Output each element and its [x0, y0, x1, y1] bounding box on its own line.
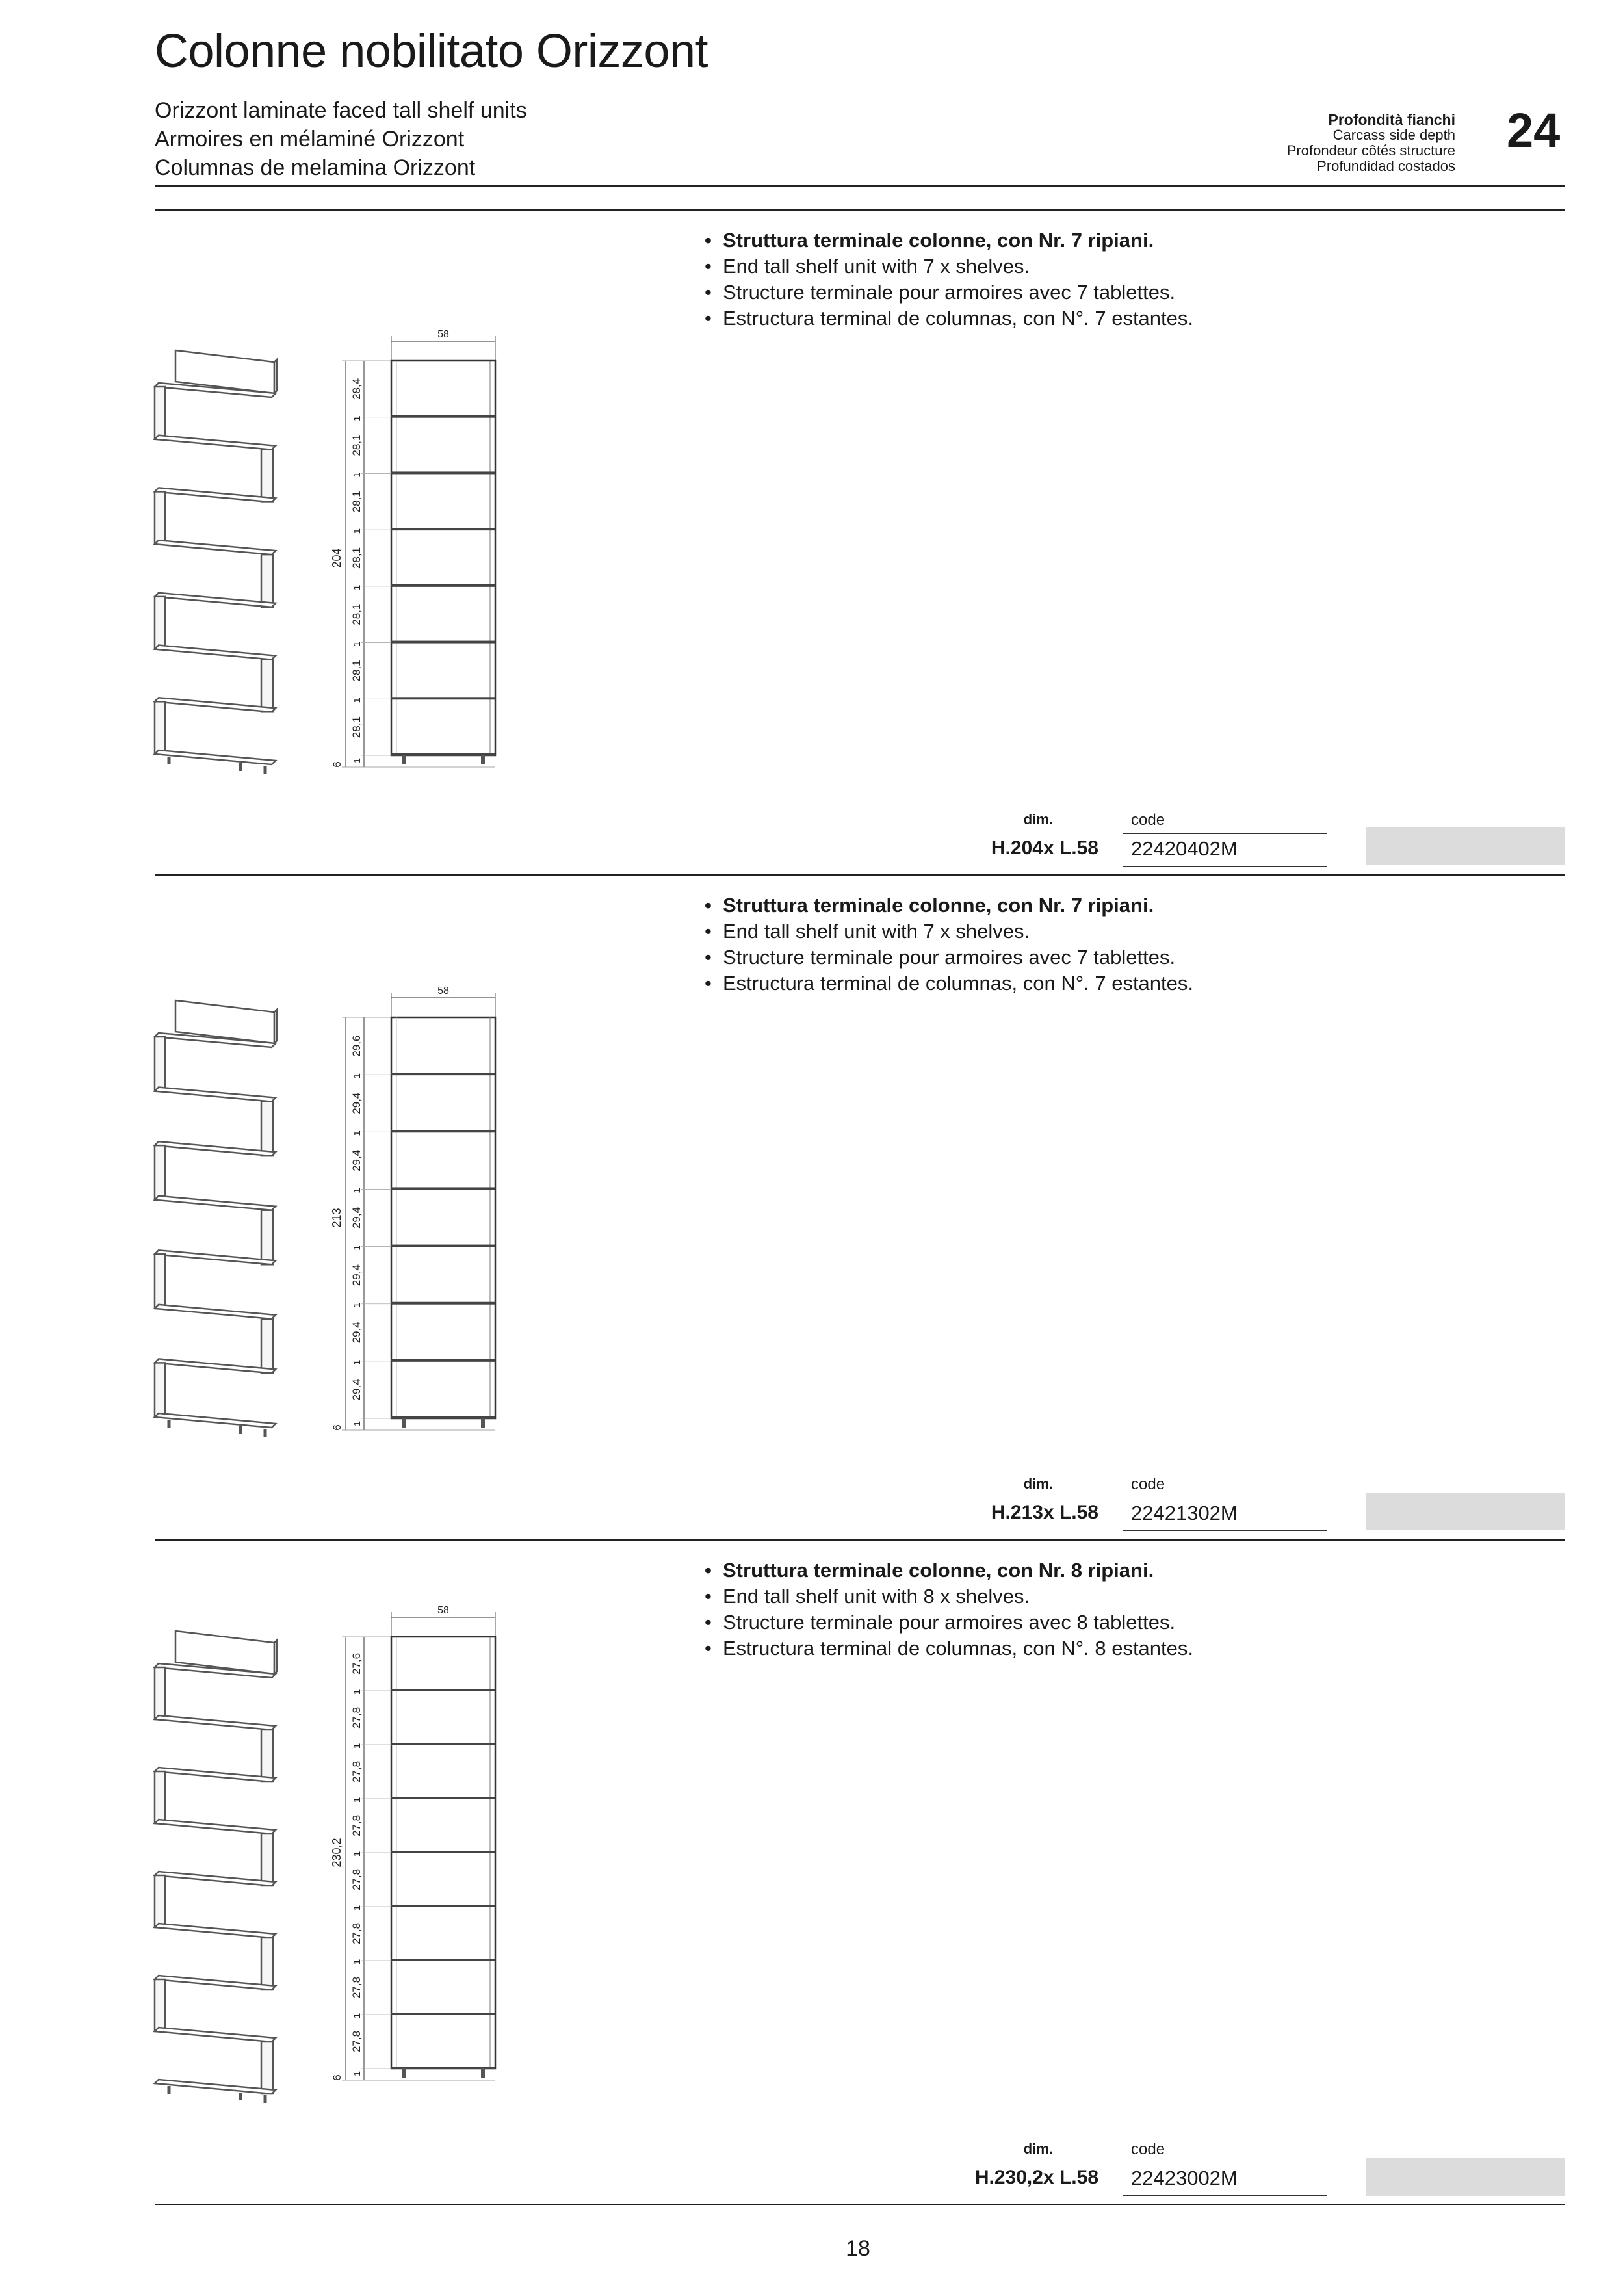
iso-bottom-board: [155, 750, 276, 764]
iso-shelf: [155, 1359, 276, 1373]
dimension-value: H.230,2x L.58: [974, 2167, 1098, 2188]
isometric-drawing: [149, 1628, 286, 2103]
iso-side-left: [155, 701, 165, 754]
space-dimension-label: 27,8: [350, 1760, 363, 1783]
shelf-thickness-label: 1: [352, 1851, 363, 1857]
dim-column-label: dim.: [1023, 1476, 1053, 1492]
front-foot: [481, 755, 485, 764]
iso-shelf: [155, 1141, 276, 1156]
front-elevation-drawing: [318, 1604, 526, 2100]
page-number: 18: [846, 2236, 870, 2261]
total-height-label: 230,2: [330, 1838, 343, 1868]
shelf-thickness-label: 1: [352, 1359, 363, 1366]
total-height-label: 204: [330, 548, 343, 568]
dim-column-label: dim.: [1023, 811, 1053, 828]
front-shelf: [391, 1797, 495, 1799]
front-shelf: [391, 1073, 495, 1075]
space-dimension-label: 28,1: [350, 660, 363, 682]
iso-shelf: [155, 1924, 276, 1938]
iso-shelf: [155, 1196, 276, 1210]
shelf-thickness-label: 1: [352, 758, 362, 763]
section-rule-top: [155, 209, 1565, 211]
iso-shelf: [155, 1088, 276, 1102]
product-description: [703, 1558, 1193, 1662]
front-shelf: [391, 2067, 495, 2069]
front-shelf: [391, 471, 495, 474]
product-code: 22420402M: [1131, 837, 1238, 860]
front-foot: [481, 2068, 485, 2078]
iso-shelf: [155, 698, 276, 712]
space-dimension-label: 28,1: [350, 491, 363, 513]
front-shelf: [391, 415, 495, 418]
iso-shelf: [155, 1715, 276, 1730]
space-dimension-label: 29,6: [350, 1035, 363, 1057]
iso-side-right: [261, 1834, 273, 1886]
space-dimension-label: 29,4: [350, 1264, 363, 1286]
price-box: [1366, 1493, 1565, 1530]
iso-side-right: [261, 450, 273, 502]
iso-shelf: [155, 436, 276, 450]
space-dimension-label: 29,4: [350, 1207, 363, 1229]
iso-side-left: [155, 387, 165, 439]
width-dimension-label: 58: [437, 329, 449, 340]
front-frame: [391, 361, 495, 755]
iso-side-left: [155, 1979, 165, 2031]
iso-side-right: [261, 660, 273, 712]
iso-shelf: [155, 1976, 276, 1990]
space-dimension-label: 27,8: [350, 1976, 363, 1999]
front-shelf: [391, 584, 495, 587]
code-rule: [1123, 2195, 1327, 2196]
iso-shelf: [155, 646, 276, 660]
shelf-thickness-label: 1: [352, 472, 363, 478]
space-dimension-label: 27,8: [350, 1706, 363, 1729]
section-rule: [155, 1539, 1565, 1541]
total-height-label: 213: [330, 1208, 343, 1228]
front-shelf: [391, 1416, 495, 1419]
space-dimension-label: 27,8: [350, 1868, 363, 1891]
shelf-thickness-label: 1: [352, 641, 363, 647]
isometric-drawing: [149, 348, 286, 774]
dimension-value: H.204x L.58: [991, 837, 1098, 859]
section-rule: [155, 2204, 1565, 2205]
front-frame: [391, 1017, 495, 1418]
shelf-thickness-label: 1: [352, 1905, 363, 1911]
front-shelf: [391, 1130, 495, 1132]
iso-side-right: [261, 1102, 273, 1156]
iso-side-left: [155, 1875, 165, 1927]
shelf-thickness-label: 1: [352, 1959, 363, 1965]
iso-bottom-board: [155, 1413, 276, 1428]
description-it: • Struttura terminale colonne, con Nr. 7 ripiani.: [703, 893, 1193, 919]
space-dimension-label: 27,8: [350, 2030, 363, 2053]
iso-side-left: [155, 1145, 165, 1200]
front-foot: [481, 1418, 485, 1428]
shelf-thickness-label: 1: [352, 2071, 362, 2076]
base-height-label: 6: [331, 1424, 343, 1431]
space-dimension-label: 29,4: [350, 1092, 363, 1114]
carcass-depth-legend: [1287, 112, 1455, 174]
depth-label-en: Carcass side depth: [1332, 127, 1455, 143]
iso-side-right: [261, 1210, 273, 1265]
shelf-thickness-label: 1: [352, 1797, 363, 1803]
subtitle-fr: Armoires en mélaminé Orizzont: [155, 127, 465, 151]
iso-shelf: [155, 593, 276, 607]
front-shelf: [391, 641, 495, 644]
front-shelf: [391, 1187, 495, 1190]
shelf-thickness-label: 1: [352, 1421, 362, 1426]
shelf-thickness-label: 1: [352, 1302, 363, 1308]
space-dimension-label: 29,4: [350, 1322, 363, 1344]
product-code: 22421302M: [1131, 1502, 1238, 1524]
iso-side-right: [261, 1319, 273, 1374]
iso-side-left: [155, 1254, 165, 1309]
front-shelf: [391, 1743, 495, 1745]
space-dimension-label: 28,1: [350, 547, 363, 569]
iso-shelf: [155, 540, 276, 554]
iso-side-left: [155, 491, 165, 544]
iso-side-right: [261, 554, 273, 607]
space-dimension-label: 27,6: [350, 1652, 363, 1675]
space-dimension-label: 29,4: [350, 1379, 363, 1401]
iso-side-left: [155, 1363, 165, 1417]
shelf-thickness-label: 1: [352, 1245, 363, 1251]
iso-shelf: [155, 1768, 276, 1782]
shelf-thickness-label: 1: [352, 698, 363, 703]
description-en: • End tall shelf unit with 7 x shelves.: [703, 254, 1193, 280]
iso-shelf: [155, 1820, 276, 1834]
iso-side-left: [155, 597, 165, 649]
space-dimension-label: 28,1: [350, 603, 363, 625]
depth-label-fr: Profondeur côtés structure: [1286, 142, 1455, 159]
description-fr: • Structure terminale pour armoires avec 7 tablettes.: [703, 280, 1193, 306]
product-description: [703, 893, 1193, 997]
front-elevation-drawing: [318, 328, 526, 787]
space-dimension-label: 27,8: [350, 1922, 363, 1945]
code-column-label: code: [1131, 2141, 1165, 2158]
front-foot: [402, 755, 406, 764]
front-shelf: [391, 1905, 495, 1907]
depth-label-it: Profondità fianchi: [1328, 111, 1455, 128]
front-shelf: [391, 1245, 495, 1247]
description-it: • Struttura terminale colonne, con Nr. 7 ripiani.: [703, 228, 1193, 254]
price-box: [1366, 827, 1565, 865]
iso-shelf: [155, 1305, 276, 1319]
iso-side-right: [261, 1938, 273, 1990]
shelf-thickness-label: 1: [352, 415, 363, 421]
shelf-thickness-label: 1: [352, 1743, 363, 1749]
depth-label-es: Profundidad costados: [1317, 158, 1455, 174]
shelf-thickness-label: 1: [352, 1188, 363, 1194]
product-code: 22423002M: [1131, 2167, 1238, 2189]
isometric-drawing: [149, 998, 286, 1437]
subtitle-es: Columnas de melamina Orizzont: [155, 155, 476, 180]
base-height-label: 6: [331, 761, 343, 768]
shelf-thickness-label: 1: [352, 2013, 363, 2019]
code-column-label: code: [1131, 1476, 1165, 1493]
front-foot: [402, 1418, 406, 1428]
code-column-label: code: [1131, 811, 1165, 829]
front-shelf: [391, 528, 495, 530]
iso-shelf: [155, 1250, 276, 1264]
iso-side-left: [155, 1037, 165, 1091]
dim-column-label: dim.: [1023, 2141, 1053, 2157]
code-rule: [1123, 833, 1327, 834]
description-en: • End tall shelf unit with 7 x shelves.: [703, 919, 1193, 945]
shelf-thickness-label: 1: [352, 1689, 363, 1695]
front-shelf: [391, 753, 495, 756]
description-es: • Estructura terminal de columnas, con N°. 7 estantes.: [703, 306, 1193, 332]
front-shelf: [391, 1359, 495, 1362]
front-shelf: [391, 1851, 495, 1853]
front-shelf: [391, 1959, 495, 1961]
iso-bottom-board: [155, 2080, 276, 2094]
iso-side-right: [261, 2042, 273, 2094]
shelf-thickness-label: 1: [352, 1130, 363, 1136]
description-fr: • Structure terminale pour armoires avec 7 tablettes.: [703, 945, 1193, 971]
code-rule: [1123, 1530, 1327, 1531]
front-shelf: [391, 697, 495, 699]
code-rule: [1123, 866, 1327, 867]
iso-shelf: [155, 2028, 276, 2042]
description-fr: • Structure terminale pour armoires avec 8 tablettes.: [703, 1610, 1193, 1636]
subtitle-en: Orizzont laminate faced tall shelf units: [155, 98, 527, 123]
shelf-thickness-label: 1: [352, 1073, 363, 1079]
shelf-thickness-label: 1: [352, 584, 363, 591]
front-shelf: [391, 2013, 495, 2015]
header-rule: [155, 185, 1565, 187]
space-dimension-label: 29,4: [350, 1149, 363, 1171]
price-box: [1366, 2158, 1565, 2196]
space-dimension-label: 28,1: [350, 434, 363, 456]
shelf-thickness-label: 1: [352, 528, 363, 534]
description-es: • Estructura terminal de columnas, con N°. 7 estantes.: [703, 971, 1193, 997]
product-description: [703, 228, 1193, 332]
description-it: • Struttura terminale colonne, con Nr. 8 ripiani.: [703, 1558, 1193, 1584]
dimension-value: H.213x L.58: [991, 1502, 1098, 1523]
front-shelf: [391, 1689, 495, 1691]
iso-side-left: [155, 1771, 165, 1823]
width-dimension-label: 58: [437, 985, 449, 997]
description-es: • Estructura terminal de columnas, con N°. 8 estantes.: [703, 1636, 1193, 1662]
space-dimension-label: 28,4: [350, 378, 363, 400]
base-height-label: 6: [331, 2074, 343, 2081]
depth-value: 24: [1507, 103, 1561, 157]
page-title: Colonne nobilitato Orizzont: [155, 25, 708, 77]
space-dimension-label: 28,1: [350, 716, 363, 738]
section-rule: [155, 874, 1565, 876]
front-shelf: [391, 1302, 495, 1305]
space-dimension-label: 27,8: [350, 1814, 363, 1837]
iso-shelf: [155, 488, 276, 502]
description-en: • End tall shelf unit with 8 x shelves.: [703, 1584, 1193, 1610]
iso-shelf: [155, 1872, 276, 1886]
front-foot: [402, 2068, 406, 2078]
iso-side-right: [261, 1730, 273, 1782]
front-elevation-drawing: [318, 985, 526, 1450]
iso-side-left: [155, 1667, 165, 1719]
width-dimension-label: 58: [437, 1605, 449, 1616]
